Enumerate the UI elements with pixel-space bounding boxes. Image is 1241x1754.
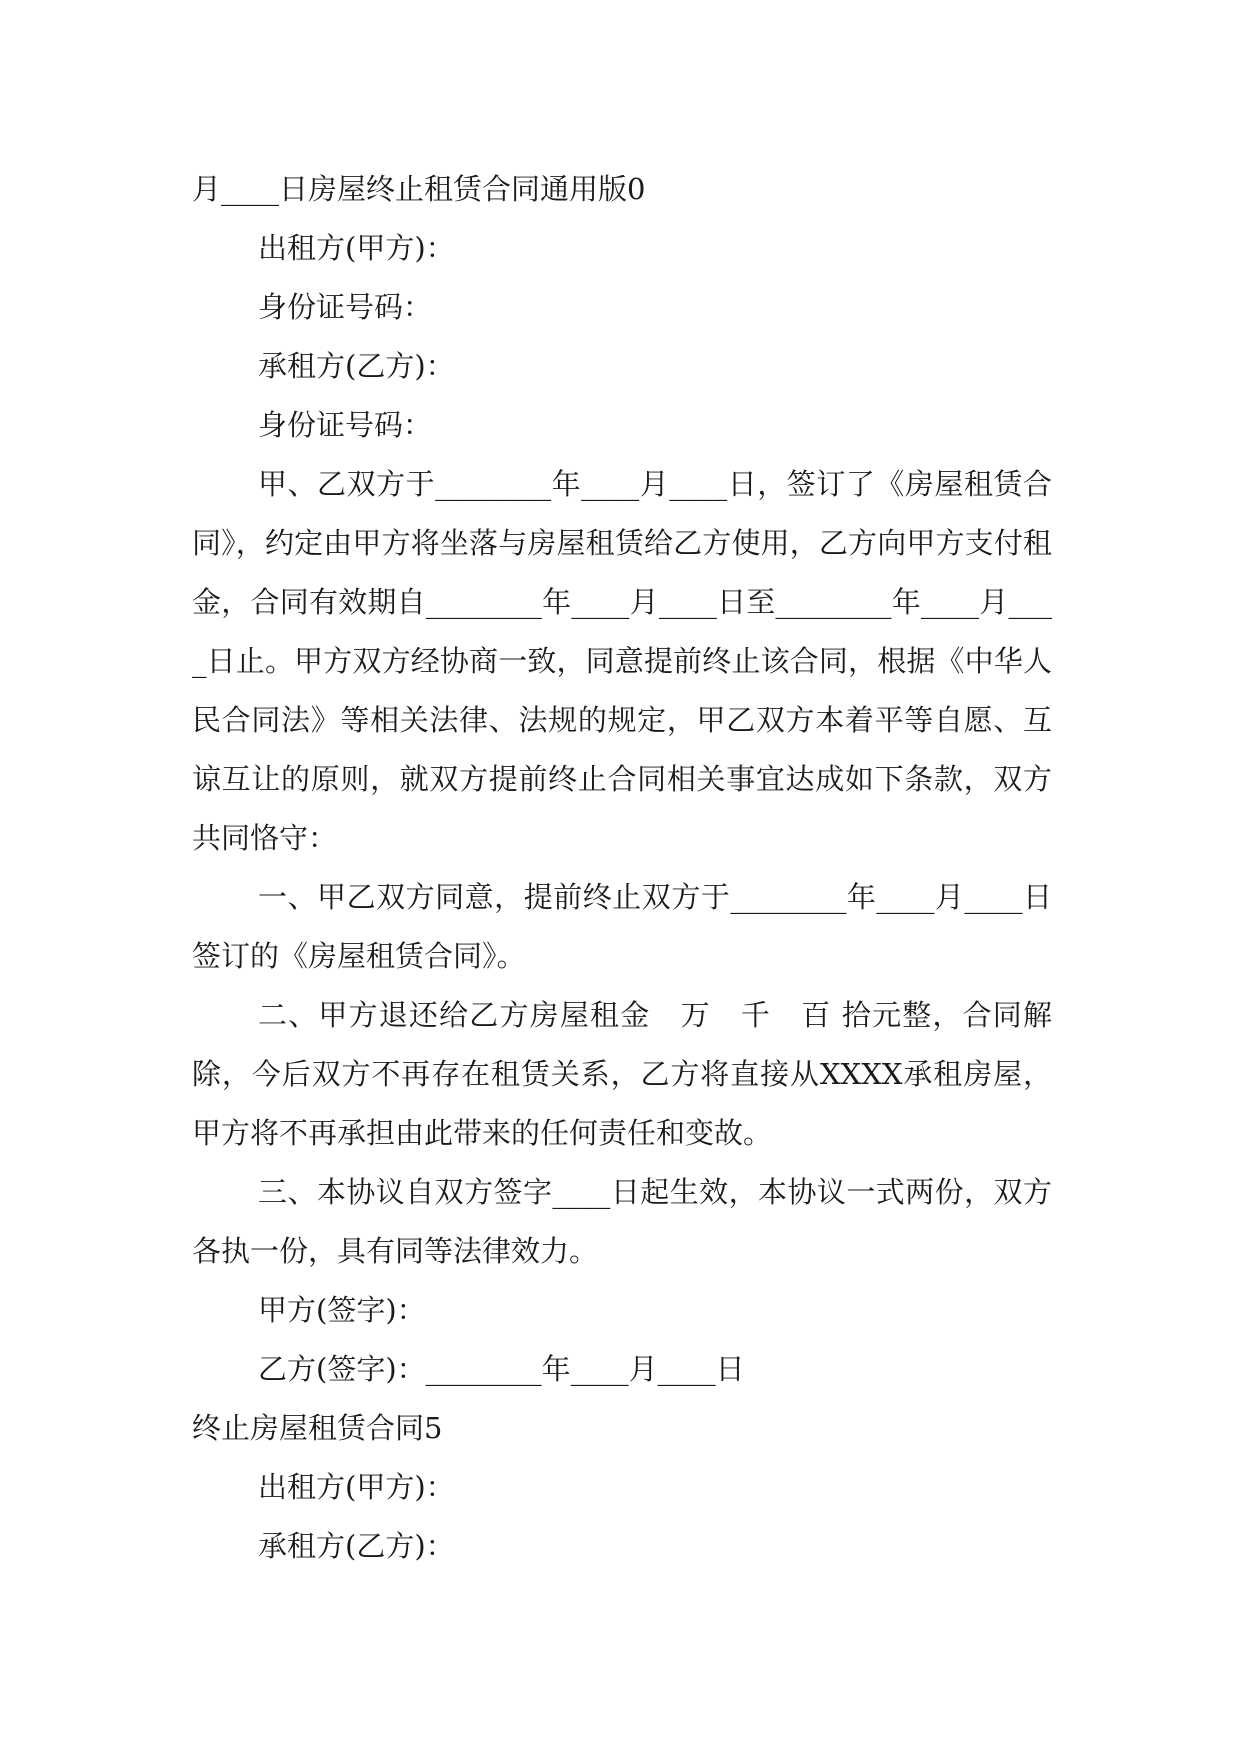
lessor-label-2: 出租方(甲方)： xyxy=(258,1470,455,1504)
doc-heading-2: 终止房屋租赁合同5 xyxy=(192,1411,443,1445)
clause-2: 二、甲方退还给乙方房屋租金 万 千 百 拾元整，合同解除，今后双方不再存在租赁关系，乙方将直接从XXXX承租房屋，甲方将不再承担由此带来的任何责任和变故。 xyxy=(192,998,1052,1150)
id-number-label-2: 身份证号码： xyxy=(258,408,433,442)
lessee-label-1: 承租方(乙方)： xyxy=(258,349,455,383)
signature-party-a: 甲方(签字)： xyxy=(258,1293,426,1327)
lessee-label-2: 承租方(乙方)： xyxy=(258,1529,455,1563)
lessor-label-1: 出租方(甲方)： xyxy=(258,231,455,265)
signature-party-b: 乙方(签字)：________年____月____日 xyxy=(258,1352,745,1386)
clause-3: 三、本协议自双方签字____日起生效，本协议一式两份，双方各执一份，具有同等法律效力。 xyxy=(192,1175,1052,1268)
doc-heading-1: 月____日房屋终止租赁合同通用版0 xyxy=(192,172,646,206)
document-body xyxy=(192,160,1052,1576)
clause-1: 一、甲乙双方同意，提前终止双方于________年____月____日签订的《房屋租赁合同》。 xyxy=(192,880,1052,973)
id-number-label-1: 身份证号码： xyxy=(258,290,433,324)
intro-paragraph: 甲、乙双方于________年____月____日，签订了《房屋租赁合同》，约定由甲方将坐落与房屋租赁给乙方使用，乙方向甲方支付租金，合同有效期自________年____月____日至________年____月____日止。甲方双方经协商一致，同意提前终止该合同，根据《中华人民合同法》等相关法律、法规的规定，甲乙双方本着平等自愿、互谅互让的原则，就双方提前终止合同相关事宜达成如下条款，双方共同恪守： xyxy=(192,467,1052,855)
